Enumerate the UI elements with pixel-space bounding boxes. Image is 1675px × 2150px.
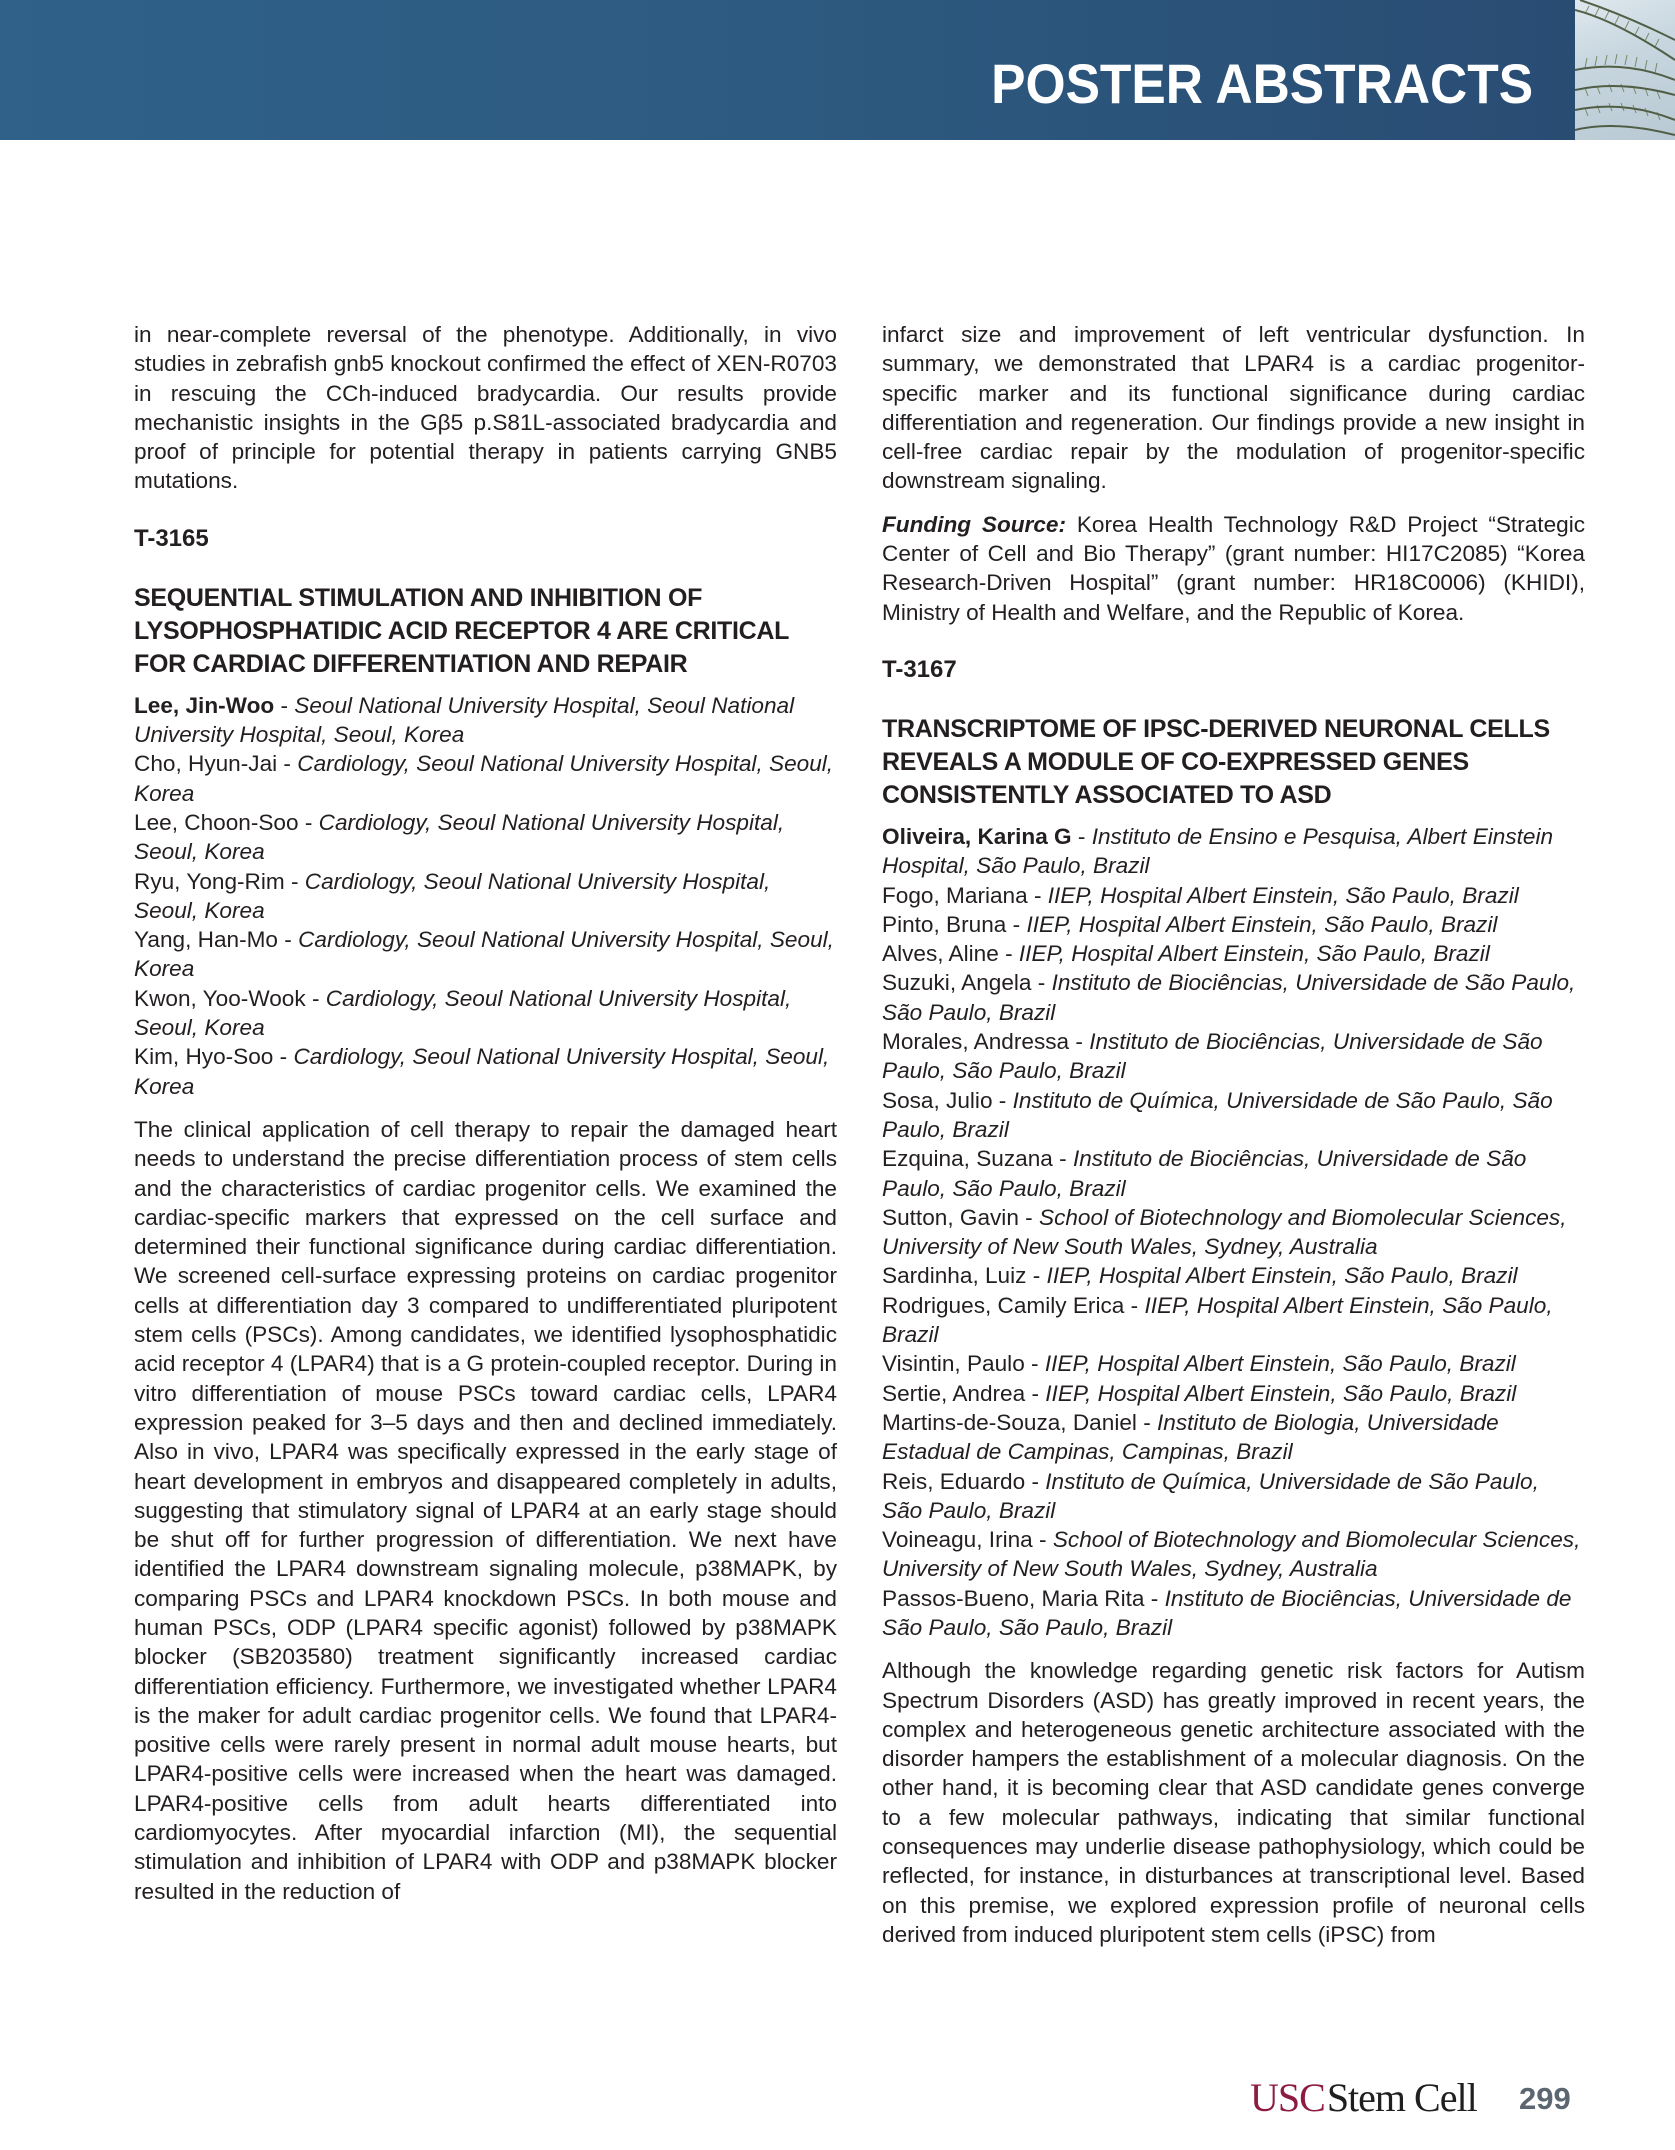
author-affiliation: Cardiology, Seoul National University Hospital, Seoul, Korea <box>134 1044 830 1099</box>
author-affiliation: Instituto de Química, Universidade de São Paulo, São Paulo, Brazil <box>882 1468 1539 1523</box>
palm-tree-photo-icon <box>1575 0 1675 140</box>
author-entry: Suzuki, Angela - Instituto de Biociências, Universidade de São Paulo, São Paulo, Brazil <box>882 970 1576 1025</box>
author-name: Visintin, Paulo <box>882 1351 1025 1377</box>
author-name: Fogo, Mariana <box>882 882 1028 908</box>
author-entry: Sertie, Andrea - IIEP, Hospital Albert Einstein, São Paulo, Brazil <box>882 1380 1517 1406</box>
author-entry: Oliveira, Karina G - Instituto de Ensino e Pesquisa, Albert Einstein Hospital, São Paulo, Brazil <box>882 823 1554 879</box>
author-name: Passos-Bueno, Maria Rita <box>882 1585 1145 1611</box>
abstract-id: T-3165 <box>134 524 209 552</box>
author-affiliation: Instituto de Biociências, Universidade de São Paulo, São Paulo, Brazil <box>882 1029 1543 1084</box>
abstract-title: SEQUENTIAL STIMULATION AND INHIBITION OF LYSOPHOSPHATIDIC ACID RECEPTOR 4 ARE CRITICAL FOR CARDIAC DIFFERENTIATION AND REPAIR <box>134 583 789 678</box>
author-name: Lee, Jin-Woo <box>134 692 275 718</box>
author-name: Sertie, Andrea <box>882 1380 1026 1406</box>
abstract-body: Although the knowledge regarding genetic risk factors for Autism Spectrum Disorders (ASD) has greatly improved in recent years, the complex and heterogeneous genetic architecture associated with the disorder hampers the establishment of a molecular diagnosis. On the other hand, it is becoming clear that ASD candidate genes converge to a few molecular pathways, indicating that similar functional consequences may underlie disease pathophysiology, which could be reflected, for instance, in disturbances at transcriptional level. Based on this premise, we explored expression profile of neuronal cells derived from induced pluripotent stem cells (iPSC) from <box>882 1658 1585 1947</box>
author-affiliation: IIEP, Hospital Albert Einstein, São Paulo, Brazil <box>1018 941 1490 967</box>
author-entry: Pinto, Bruna - IIEP, Hospital Albert Einstein, São Paulo, Brazil <box>882 911 1498 937</box>
funding-label: Funding Source: <box>882 511 1067 537</box>
author-name: Suzuki, Angela <box>882 970 1032 996</box>
funding-text: Korea Health Technology R&D Project “Strategic Center of Cell and Bio Therapy” (grant number: HI17C2085) “Korea Research-Driven Hospital” (grant number: HR18C0006) (KHIDI), Ministry of Health and Welfare, and the Republic of Korea. <box>882 511 1586 625</box>
author-entry: Sutton, Gavin - School of Biotechnology and Biomolecular Sciences, University of New South Wales, Sydney, Australia <box>882 1204 1567 1260</box>
author-affiliation: IIEP, Hospital Albert Einstein, São Paulo, Brazil <box>1045 1380 1517 1406</box>
author-name: Lee, Choon-Soo <box>134 809 299 835</box>
author-name: Ryu, Yong-Rim <box>134 868 285 894</box>
author-affiliation: IIEP, Hospital Albert Einstein, São Paulo, Brazil <box>1046 1263 1518 1289</box>
author-affiliation: Instituto de Biologia, Universidade Estadual de Campinas, Campinas, Brazil <box>882 1409 1499 1465</box>
author-affiliation: IIEP, Hospital Albert Einstein, São Paulo, Brazil <box>882 1292 1553 1348</box>
author-list <box>882 822 1585 1642</box>
author-entry: Lee, Jin-Woo - Seoul National University Hospital, Seoul National University Hospital, Seoul, Korea <box>134 692 795 748</box>
author-affiliation: Instituto de Biociências, Universidade de São Paulo, São Paulo, Brazil <box>882 1585 1572 1640</box>
author-affiliation: Cardiology, Seoul National University Hospital, Seoul, Korea <box>134 751 834 806</box>
author-affiliation: Cardiology, Seoul National University Hospital, Seoul, Korea <box>134 868 771 923</box>
author-name: Reis, Eduardo <box>882 1468 1026 1494</box>
author-name: Voineagu, Irina <box>882 1527 1033 1553</box>
logo-stem-cell: Stem Cell <box>1326 2075 1477 2120</box>
author-name: Alves, Aline <box>882 941 999 967</box>
author-entry: Kwon, Yoo-Wook - Cardiology, Seoul National University Hospital, Seoul, Korea <box>134 985 792 1041</box>
author-name: Pinto, Bruna <box>882 911 1007 937</box>
right-column <box>882 320 1585 1949</box>
author-affiliation: School of Biotechnology and Biomolecular Sciences, University of New South Wales, Sydney, Australia <box>882 1204 1567 1260</box>
author-entry: Visintin, Paulo - IIEP, Hospital Albert Einstein, São Paulo, Brazil <box>882 1351 1516 1377</box>
author-affiliation: Cardiology, Seoul National University Hospital, Seoul, Korea <box>134 985 792 1041</box>
author-entry: Rodrigues, Camily Erica - IIEP, Hospital Albert Einstein, São Paulo, Brazil <box>882 1292 1553 1348</box>
author-affiliation: School of Biotechnology and Biomolecular Sciences, University of New South Wales, Sydney, Australia <box>882 1527 1581 1582</box>
author-name: Martins-de-Souza, Daniel <box>882 1409 1137 1435</box>
author-affiliation: IIEP, Hospital Albert Einstein, São Paulo, Brazil <box>1026 911 1498 937</box>
author-affiliation: Instituto de Biociências, Universidade de São Paulo, São Paulo, Brazil <box>882 1146 1527 1201</box>
author-affiliation: IIEP, Hospital Albert Einstein, São Paulo, Brazil <box>1047 882 1519 908</box>
page-header-banner <box>0 0 1575 140</box>
author-entry: Ryu, Yong-Rim - Cardiology, Seoul National University Hospital, Seoul, Korea <box>134 868 771 923</box>
author-entry: Sosa, Julio - Instituto de Química, Universidade de São Paulo, São Paulo, Brazil <box>882 1087 1553 1142</box>
abstract-title: TRANSCRIPTOME OF IPSC-DERIVED NEURONAL CELLS REVEALS A MODULE OF CO-EXPRESSED GENES CONSISTENTLY ASSOCIATED TO ASD <box>882 714 1550 809</box>
author-name: Yang, Han-Mo <box>134 927 279 953</box>
funding-source <box>882 510 1585 627</box>
author-affiliation: Cardiology, Seoul National University Hospital, Seoul, Korea <box>134 809 785 865</box>
left-column <box>134 320 837 1906</box>
author-entry: Cho, Hyun-Jai - Cardiology, Seoul National University Hospital, Seoul, Korea <box>134 751 834 806</box>
author-name: Kim, Hyo-Soo <box>134 1044 274 1070</box>
author-entry: Kim, Hyo-Soo - Cardiology, Seoul National University Hospital, Seoul, Korea <box>134 1044 830 1099</box>
author-entry: Voineagu, Irina - School of Biotechnology and Biomolecular Sciences, University of New South Wales, Sydney, Australia <box>882 1527 1581 1582</box>
author-name: Ezquina, Suzana <box>882 1146 1053 1172</box>
continuation-text: in near-complete reversal of the phenotype. Additionally, in vivo studies in zebrafish gnb5 knockout confirmed the effect of XEN-R0703 in rescuing the CCh-induced bradycardia. Our results provide mechanistic insights in the Gβ5 p.S81L-associated bradycardia and proof of principle for potential therapy in patients carrying GNB5 mutations. <box>134 322 837 494</box>
author-affiliation: IIEP, Hospital Albert Einstein, São Paulo, Brazil <box>1044 1351 1516 1377</box>
author-affiliation: Instituto de Biociências, Universidade de São Paulo, São Paulo, Brazil <box>882 970 1576 1025</box>
usc-stem-cell-logo <box>1250 2075 1477 2120</box>
author-entry: Morales, Andressa - Instituto de Biociências, Universidade de São Paulo, São Paulo, Brazil <box>882 1029 1543 1084</box>
continuation-text: infarct size and improvement of left ventricular dysfunction. In summary, we demonstrated that LPAR4 is a cardiac progenitor-specific marker and its functional significance during cardiac differentiation and regeneration. Our findings provide a new insight in cell-free cardiac repair by the modulation of progenitor-specific downstream signaling. <box>882 322 1585 494</box>
abstract-body: The clinical application of cell therapy to repair the damaged heart needs to understand the precise differentiation process of stem cells and the characteristics of cardiac progenitor cells. We examined the cardiac-specific markers that expressed on the cell surface and determined their functional significance during cardiac differentiation. We screened cell-surface expressing proteins on cardiac progenitor cells at differentiation day 3 compared to undifferentiated pluripotent stem cells (PSCs). Among candidates, we identified lysophosphatidic acid receptor 4 (LPAR4) that is a G protein-coupled receptor. During in vitro differentiation of mouse PSCs toward cardiac cells, LPAR4 expression peaked for 3–5 days and then and declined immediately. Also in vivo, LPAR4 was specifically expressed in the early stage of heart development in embryos and disappeared completely in adults, suggesting that stimulatory signal of LPAR4 at an early stage should be shut off for further progression of differentiation. We next have identified the LPAR4 downstream signaling molecule, p38MAPK, by comparing PSCs and LPAR4 knockdown PSCs. In both mouse and human PSCs, ODP (LPAR4 specific agonist) followed by p38MAPK blocker (SB203580) treatment significantly increased cardiac differentiation efficiency. Furthermore, we investigated whether LPAR4 is the maker for adult cardiac progenitor cells. We found that LPAR4-positive cells were rarely present in normal adult mouse hearts, but LPAR4-positive cells were increased when the heart was damaged. LPAR4-positive cells from adult hearts differentiated into cardiomyocytes. After myocardial infarction (MI), the sequential stimulation and inhibition of LPAR4 with ODP and p38MAPK blocker resulted in the reduction of <box>134 1116 837 1904</box>
author-affiliation: Instituto de Química, Universidade de São Paulo, São Paulo, Brazil <box>882 1087 1553 1142</box>
author-entry: Passos-Bueno, Maria Rita - Instituto de Biociências, Universidade de São Paulo, São Paulo, Brazil <box>882 1585 1572 1640</box>
author-name: Sosa, Julio <box>882 1087 993 1113</box>
page-number: 299 <box>1519 2081 1571 2116</box>
author-name: Cho, Hyun-Jai <box>134 751 278 777</box>
author-name: Kwon, Yoo-Wook <box>134 985 306 1011</box>
author-affiliation: Instituto de Ensino e Pesquisa, Albert Einstein Hospital, São Paulo, Brazil <box>882 823 1554 879</box>
author-entry: Reis, Eduardo - Instituto de Química, Universidade de São Paulo, São Paulo, Brazil <box>882 1468 1539 1523</box>
logo-usc: USC <box>1250 2075 1325 2120</box>
author-entry: Fogo, Mariana - IIEP, Hospital Albert Einstein, São Paulo, Brazil <box>882 882 1519 908</box>
author-name: Rodrigues, Camily Erica <box>882 1292 1125 1318</box>
abstract-id: T-3167 <box>882 655 957 683</box>
author-entry: Ezquina, Suzana - Instituto de Biociências, Universidade de São Paulo, São Paulo, Brazil <box>882 1146 1527 1201</box>
author-name: Oliveira, Karina G <box>882 823 1072 849</box>
author-name: Sutton, Gavin <box>882 1204 1019 1230</box>
author-name: Sardinha, Luiz <box>882 1263 1027 1289</box>
section-title: POSTER ABSTRACTS <box>991 52 1533 115</box>
author-entry: Sardinha, Luiz - IIEP, Hospital Albert Einstein, São Paulo, Brazil <box>882 1263 1518 1289</box>
author-entry: Alves, Aline - IIEP, Hospital Albert Einstein, São Paulo, Brazil <box>882 941 1490 967</box>
author-entry: Yang, Han-Mo - Cardiology, Seoul National University Hospital, Seoul, Korea <box>134 927 834 982</box>
author-name: Morales, Andressa <box>882 1029 1070 1055</box>
author-affiliation: Cardiology, Seoul National University Hospital, Seoul, Korea <box>134 927 834 982</box>
author-list <box>134 691 837 1101</box>
author-entry: Martins-de-Souza, Daniel - Instituto de Biologia, Universidade Estadual de Campinas, Campinas, Brazil <box>882 1409 1499 1465</box>
author-entry: Lee, Choon-Soo - Cardiology, Seoul National University Hospital, Seoul, Korea <box>134 809 785 865</box>
author-affiliation: Seoul National University Hospital, Seoul National University Hospital, Seoul, Korea <box>134 692 795 748</box>
